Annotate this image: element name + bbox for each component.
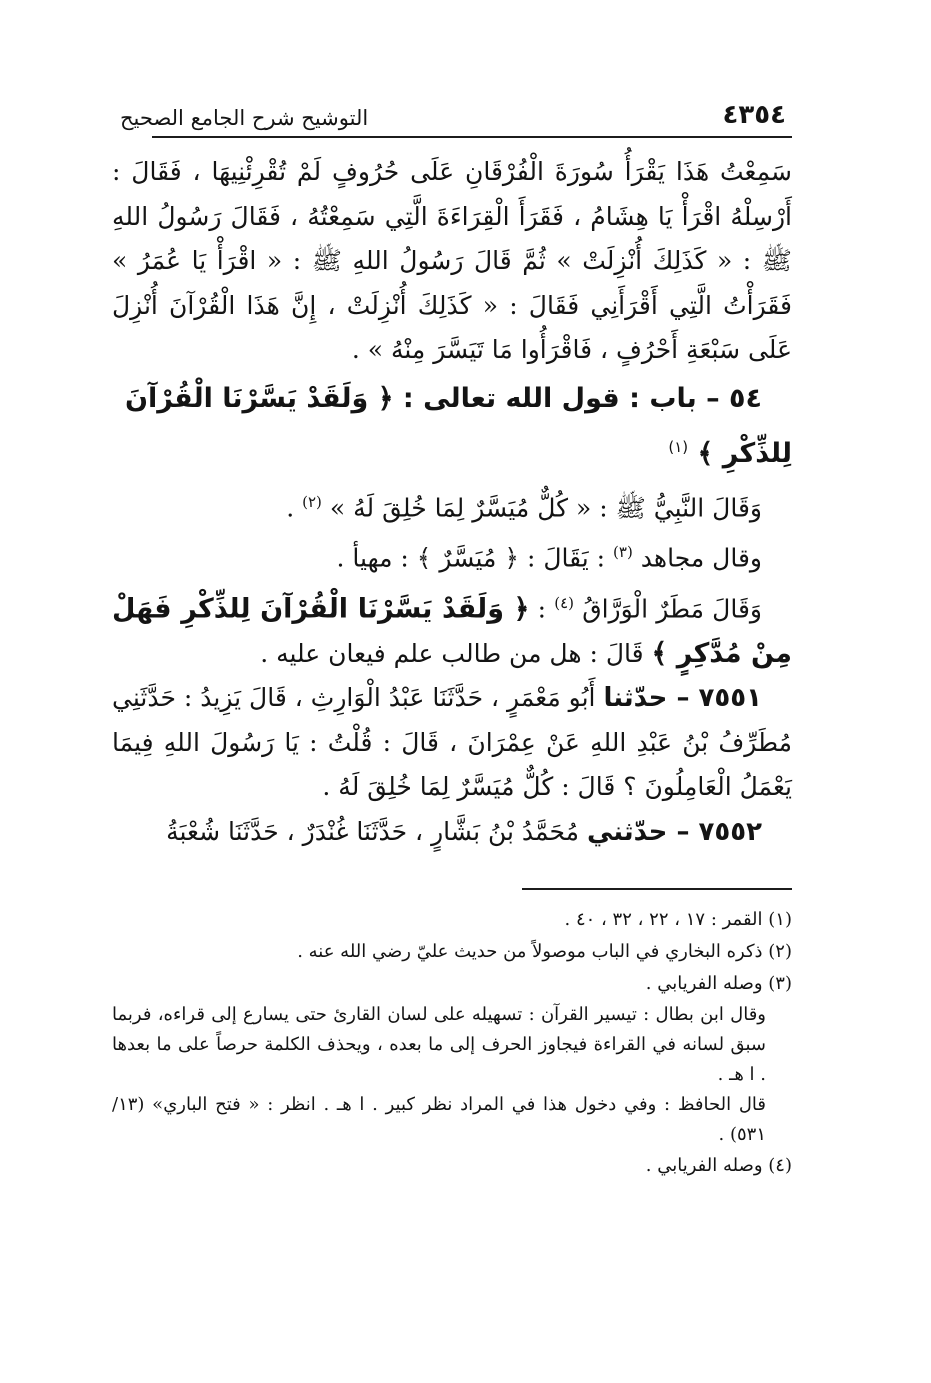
hadith-7551: [112, 676, 792, 810]
header-rule: [152, 136, 792, 138]
prophet-saying-end: .: [286, 492, 303, 522]
matar-intro: وَقَالَ مَطَرٌ الْوَرَّاقُ: [582, 594, 762, 624]
footnote-rule: [522, 888, 792, 890]
footnote-ref-4: (٤): [554, 594, 575, 613]
footnote-4: (٤) وصله الفريابي .: [645, 1155, 792, 1177]
footnote-3-ibn-battal: وقال ابن بطال : تيسير القرآن : تسهيله على لسان القارئ حتى يسارع إلى قراءه، فربما سبق لسانه في القراءة فيجاوز الحرف إلى ما بعده ، ويحذف الكلمة حرصاً على ما بعدها . ا هـ .: [112, 1004, 766, 1086]
footnote-ref-1: (١): [668, 437, 689, 456]
page: [112, 90, 792, 1182]
hadith-7552: [112, 810, 792, 855]
hadith-7552-text: مُحَمَّدُ بْنُ بَشَّارٍ ، حَدَّثَنَا غُنْدَرٌ ، حَدَّثَنَا شُعْبَةُ: [166, 816, 587, 846]
footnote-3: (٣) وصله الفريابي .: [645, 973, 792, 995]
matar-sep: :: [529, 594, 555, 624]
hadith-7551-number: ٧٥٥١ – حدّثنا: [603, 683, 763, 714]
chapter-heading: [112, 375, 792, 478]
mujahid-text: : يَقَالَ : ﴿ مُيَسَّرٌ ﴾ : مهيأ .: [336, 543, 614, 573]
main-text: [112, 150, 792, 854]
page-number: ٤٣٥٤: [722, 100, 786, 130]
page-header: [112, 90, 792, 130]
footnote-ref-3: (٣): [613, 543, 633, 562]
paragraph-matar: [112, 581, 792, 676]
footnote-1: (١) القمر : ١٧ ، ٢٢ ، ٣٢ ، ٤٠ .: [564, 909, 792, 931]
prophet-saying-text: وَقَالَ النَّبِيُّ ﷺ : « كُلٌّ مُيَسَّرٌ لِمَا خُلِقَ لَهُ »: [329, 492, 762, 522]
paragraph-hadith-continuation: سَمِعْتُ هَذَا يَقْرَأُ سُورَةَ الْفُرْقَانِ عَلَى حُرُوفٍ لَمْ تُقْرِئْنِيهَا ، فَقَالَ : أَرْسِلْهُ اقْرَأْ يَا هِشَامُ ، فَقَرَأَ الْقِرَاءَةَ الَّتِي سَمِعْتُهُ ، فَقَالَ رَسُولُ اللهِ ﷺ : « كَذَلِكَ أُنْزِلَتْ » ثُمَّ قَالَ رَسُولُ اللهِ ﷺ : « اقْرَأْ يَا عُمَرُ » فَقَرَأْتُ الَّتِي أَقْرَأَنِي فَقَالَ : « كَذَلِكَ أُنْزِلَتْ ، إِنَّ هَذَا الْقُرْآنَ أُنْزِلَ عَلَى سَبْعَةِ أَحْرُفٍ ، فَاقْرَأُوا مَا تَيَسَّرَ مِنْهُ » .: [112, 157, 792, 364]
chapter-heading-text: ٥٤ – باب : قول الله تعالى : ﴿ وَلَقَدْ يَسَّرْنَا الْقُرْآنَ لِلذِّكْرِ ﴾: [124, 382, 792, 469]
footnotes: [112, 904, 792, 1182]
hadith-7551-text: أَبُو مَعْمَرٍ ، حَدَّثَنَا عَبْدُ الْوَارِثِ ، قَالَ يَزِيدُ : حَدَّثَنِي مُطَرِّفُ بْنُ عَبْدِ اللهِ عَنْ عِمْرَانَ ، قَالَ : قُلْتُ : يَا رَسُولَ اللهِ فِيمَا يَعْمَلُ الْعَامِلُونَ ؟ قَالَ : كُلٌّ مُيَسَّرٌ لِمَا خُلِقَ لَهُ .: [112, 683, 792, 802]
mujahid-intro: وقال مجاهد: [640, 543, 762, 573]
footnote-ref-2: (٢): [302, 492, 322, 511]
paragraph-mujahid: [112, 530, 792, 581]
paragraph-prophet-saying: [112, 480, 792, 531]
hadith-7552-number: ٧٥٥٢ – حدّثني: [586, 816, 762, 847]
quran-quote: ﴿ وَلَقَدْ يَسَّرْنَا الْقُرْآنَ لِلذِّكْرِ فَهَلْ مِنْ مُدَّكِرٍ ﴾: [112, 593, 792, 669]
footnote-3-hafiz: قال الحافظ : وفي دخول هذا في المراد نظر كبير . ا هـ . انظر : « فتح الباري» (١٣/ ٥٣١) .: [112, 1094, 766, 1146]
running-title: التوشيح شرح الجامع الصحيح: [120, 106, 369, 130]
footnote-2: (٢) ذكره البخاري في الباب موصولاً من حديث عليّ رضي الله عنه .: [297, 941, 792, 963]
matar-text: قَالَ : هل من طالب علم فيعان عليه .: [260, 638, 652, 668]
